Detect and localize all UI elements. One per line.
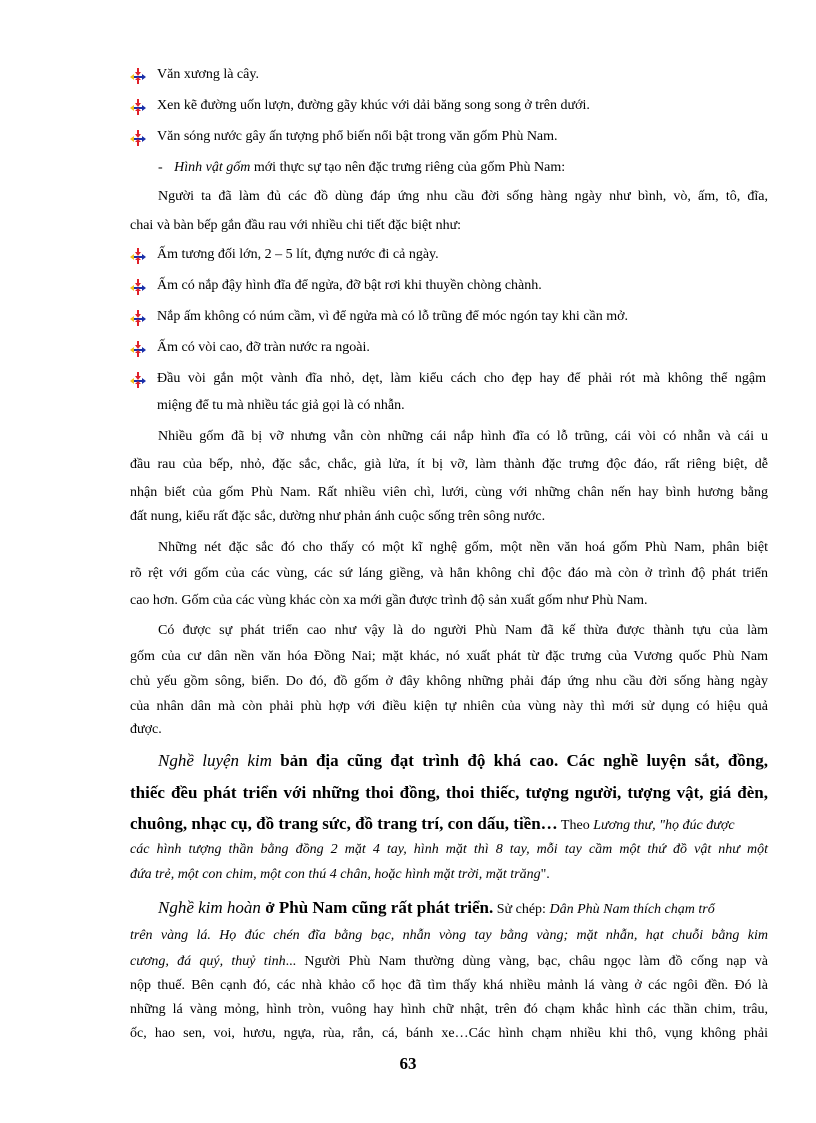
goldsmith-line: cương, đá quý, thuỷ tinh... Người Phù Nam thường dùng vàng, bạc, châu ngọc làm đồ cống nạp và [130,954,768,969]
bullet-text: Nắp ấm không có núm cầm, vì để ngửa mà có lỗ trũng để móc ngón tay khi cần mở. [157,309,629,324]
subheading-dash: - [158,160,163,175]
goldsmith-line: trên vàng lá. Họ đúc chén đĩa bằng bạc, nhẫn vòng tay bằng vàng; mặt nhẫn, hạt chuỗi bằng kim [130,928,768,943]
intro-line: chai và bàn bếp gắn đầu rau với nhiều chi tiết đặc biệt như: [130,218,462,233]
paragraph-line: chủ yếu gồm sông, biển. Do đó, đồ gốm ở đây không những phải đáp ứng nhu cầu đời sống hàng ngày [130,674,768,689]
quote-line: đứa trẻ, một con chim, một con thú 4 chân, hoặc hình mặt trời, mặt trăng". [130,867,550,882]
bullet-arrow-icon [130,68,146,84]
paragraph-line: gốm của cư dân nền văn hóa Đồng Nai; mặt khác, nó xuất phát từ đặc trưng của Vương quốc Phù Nam [130,649,768,664]
paragraph-line: nộp thuế. Bên cạnh đó, các nhà khảo cổ học đã tìm thấy khá nhiều mảnh lá vàng ở các ngôi đền. Đó là [130,978,768,993]
paragraph-line: đất nung, kiểu rất đặc sắc, dường như phản ánh cuộc sống trên sông nước. [130,509,546,524]
page-number: 63 [399,1054,417,1073]
bullet-text: Xen kẽ đường uốn lượn, đường gãy khúc với dải băng song song ở trên dưới. [157,98,590,113]
bullet-arrow-icon [130,99,146,115]
bullet-text: Văn sóng nước gây ấn tượng phổ biến nổi bật trong văn gốm Phù Nam. [157,129,558,144]
bullet-arrow-icon [130,341,146,357]
goldsmith-line: Nghề kim hoàn ở Phù Nam cũng rất phát triển. Sử chép: Dân Phù Nam thích chạm trổ [158,898,715,917]
quote-line: các hình tượng thần bằng đồng 2 mặt 4 tay, hình mặt thì 8 tay, mỗi tay cầm một thứ đồ vật như một [130,842,768,857]
bullet-text: Đầu vòi gắn một vành đĩa nhỏ, dẹt, làm kiểu cách cho đẹp hay để phải rót mà không thể ngậm [157,371,766,386]
bullet-text: Ấm tương đối lớn, 2 – 5 lít, đựng nước đi cả ngày. [157,247,439,262]
metallurgy-line: Nghề luyện kim bản địa cũng đạt trình độ khá cao. Các nghề luyện sắt, đồng, [158,751,768,770]
bullet-arrow-icon [130,130,146,146]
bullet-arrow-icon [130,310,146,326]
paragraph-line: Những nét đặc sắc đó cho thấy có một kĩ nghệ gốm, một nền văn hoá gốm Phù Nam, phân biệt [158,540,768,555]
bullet-arrow-icon [130,248,146,264]
paragraph-line: nhận biết của gốm Phù Nam. Rất nhiều viên chì, lưới, cùng với những chân nến hay bình hương bằng [130,485,768,500]
paragraph-line: những lá vàng mỏng, hình tròn, vuông hay hình chữ nhật, trên đó chạm khắc hình các thần chim, trâu, [130,1002,768,1017]
paragraph-line: Có được sự phát triển cao như vậy là do người Phù Nam đã kế thừa được thành tựu của làm [158,623,768,638]
bullet-arrow-icon [130,279,146,295]
intro-line: Người ta đã làm đủ các đồ dùng đáp ứng nhu cầu đời sống hàng ngày như bình, vò, ấm, tô, đĩa, [158,189,768,204]
paragraph-line: được. [130,722,162,737]
paragraph-line: cao hơn. Gốm của các vùng khác còn xa mới gần được trình độ sản xuất gốm như Phù Nam. [130,593,648,608]
metallurgy-line: chuông, nhạc cụ, đồ trang sức, đồ trang trí, con dấu, tiền… Theo Lương thư, "họ đúc được [130,814,735,833]
bullet-arrow-icon [130,372,146,388]
paragraph-line: của nhân dân mà còn phải phù hợp với điều kiện tự nhiên của vùng này thì mới sử dụng có hiệu quả [130,699,768,714]
metallurgy-line: thiếc đều phát triển với những thoi đồng, thoi thiếc, tượng người, tượng vật, giá đèn, [130,783,768,802]
subheading-italic: Hình vật gốm [174,160,251,175]
bullet-text-continued: miệng để tu mà nhiều tác giả gọi là có nhẫn. [157,398,405,413]
paragraph-line: ốc, hao sen, voi, hươu, ngựa, rùa, rắn, cá, bánh xe…Các hình chạm nhiều khi thô, vụng không phải [130,1026,768,1041]
subheading [158,158,565,178]
subheading-rest: mới thực sự tạo nên đặc trưng riêng của gốm Phù Nam: [250,160,566,175]
bullet-text: Ấm có nắp đậy hình đĩa để ngửa, đỡ bật rơi khi thuyền chòng chành. [157,278,542,293]
term-italic: Nghề luyện kim [158,751,272,770]
paragraph-line: rõ rệt với gốm của các vùng, các sứ láng giềng, và hẳn không chỉ độc đáo mà còn ở trình độ phát triển [130,566,768,581]
paragraph-line: Nhiều gốm đã bị vỡ nhưng vẫn còn những cái nắp hình đĩa có lỗ trũng, cái vòi có nhẫn và cái u [158,429,768,444]
bullet-text: Văn xương là cây. [157,67,259,82]
paragraph-line: đầu rau của bếp, nhỏ, đặc sắc, chắc, già lửa, ít bị vỡ, làm thành đặc trưng độc đáo, rất riêng biệt, dễ [130,457,768,472]
bullet-text: Ấm có vòi cao, đỡ tràn nước ra ngoài. [157,340,370,355]
